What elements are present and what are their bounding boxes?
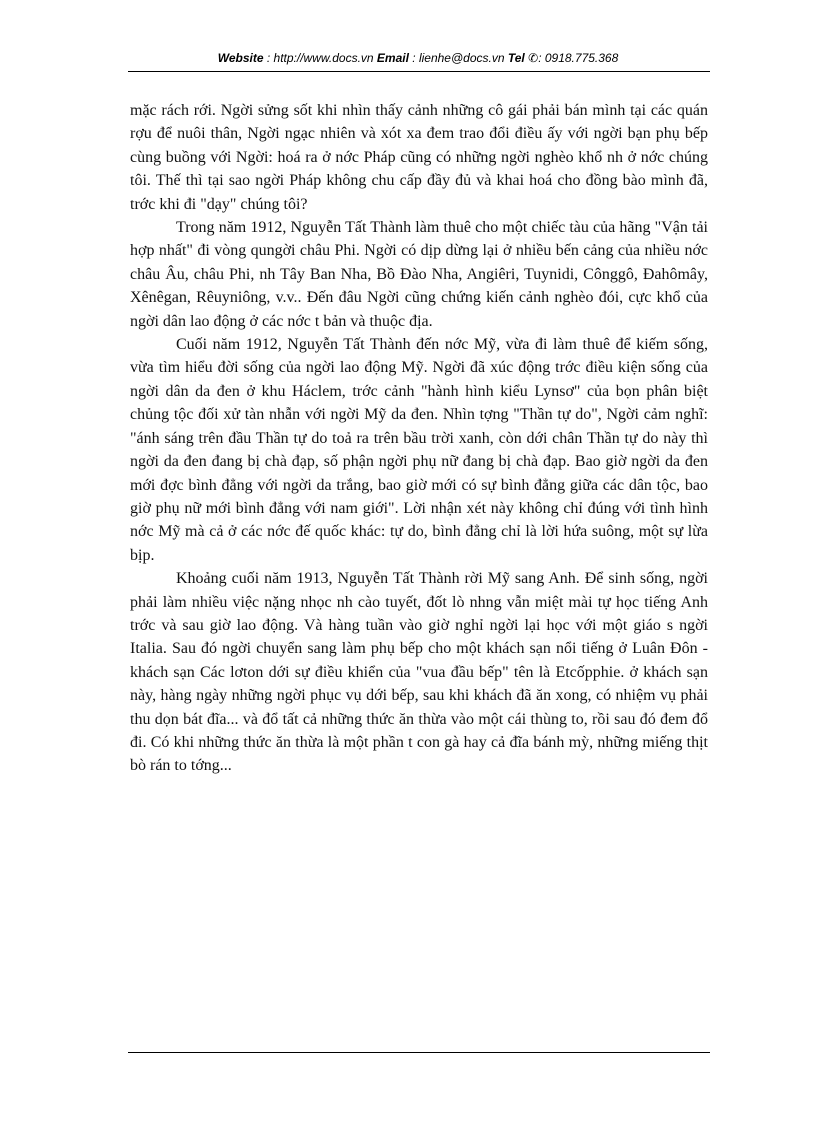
paragraph: Trong năm 1912, Nguyễn Tất Thành làm thuê cho một chiếc tàu của hãng "Vận tải hợp nhất" đi vòng qungời châu Phi. Ngời có dịp dừng lại ở nhiều bến cảng của nhiều nớc châu Âu, châu Phi, nh Tây Ban Nha, Bồ Đào Nha, Angiêri, Tuynidi, Cônggô, Đahômây, Xênêgan, Rêuyniông, v.v.. Đến đâu Ngời cũng chứng kiến cảnh nghèo đói, cực khổ của ngời dân lao động ở các nớc t bản và thuộc địa. (130, 219, 708, 330)
header-separator: : (408, 51, 419, 65)
phone-icon: ✆ (528, 51, 539, 65)
header-divider (128, 71, 710, 72)
email-label: Email (376, 51, 409, 65)
footer-divider (128, 1052, 710, 1053)
header-separator: : (538, 51, 545, 65)
paragraph: Cuối năm 1912, Nguyễn Tất Thành đến nớc Mỹ, vừa đi làm thuê để kiếm sống, vừa tìm hiểu đời sống của ngời lao động Mỹ. Ngời đã xúc động trớc điều kiện sống của ngời dân da đen ở khu Háclem, trớc cảnh "hành hình kiểu Lynsơ" của bọn phân biệt chủng tộc đối xử tàn nhẫn với ngời Mỹ da đen. Nhìn tợng "Thần tự do", Ngời cảm nghĩ: "ánh sáng trên đầu Thần tự do toả ra trên bầu trời xanh, còn dới chân Thần tự do này thì ngời da đen đang bị chà đạp, số phận ngời phụ nữ đang bị chà đạp. Bao giờ ngời da đen mới đợc bình đẳng với ngời da trắng, bao giờ mới có sự bình đẳng giữa các dân tộc, bao giờ phụ nữ mới bình đẳng với nam giới". Lời nhận xét này không chỉ đúng với tình hình nớc Mỹ mà cả ở các nớc đế quốc khác: tự do, bình đẳng chỉ là lời hứa suông, một sự lừa bịp. (130, 336, 708, 564)
tel-label: Tel (507, 51, 525, 65)
tel-value: 0918.775.368 (544, 51, 619, 65)
website-label: Website (217, 51, 264, 65)
page-header (128, 51, 708, 65)
paragraph: mặc rách rới. Ngời sửng sốt khi nhìn thấy cảnh những cô gái phải bán mình tại các quán rợu để nuôi thân, Ngời ngạc nhiên và xót xa đem trao đổi điều ấy với ngời bạn phụ bếp cùng buồng với Ngời: hoá ra ở nớc Pháp cũng có những ngời nghèo khổ nh ở nớc chúng tôi. Thế thì tại sao ngời Pháp không chu cấp đầy đủ và khai hoá cho đồng bào mình đã, trớc khi đi "dạy" chúng tôi? (130, 102, 708, 213)
header-separator: : (263, 51, 274, 65)
email-link[interactable]: lienhe@docs.vn (418, 51, 505, 65)
website-link[interactable]: http://www.docs.vn (273, 51, 374, 65)
document-body (130, 99, 708, 778)
paragraph: Khoảng cuối năm 1913, Nguyễn Tất Thành rời Mỹ sang Anh. Để sinh sống, ngời phải làm nhiều việc nặng nhọc nh cào tuyết, đốt lò nhng vẫn miệt mài tự học tiếng Anh trớc và sau giờ lao động. Và hàng tuần vào giờ nghỉ ngời lại học với một giáo s ngời Italia. Sau đó ngời chuyển sang làm phụ bếp cho một khách sạn nổi tiếng ở Luân Đôn - khách sạn Các lơton dới sự điều khiển của "vua đầu bếp" tên là Etcốpphie. ở khách sạn này, hàng ngày những ngời phục vụ dới bếp, sau khi khách đã ăn xong, có nhiệm vụ phải thu dọn bát đĩa... và đổ tất cả những thức ăn thừa vào một cái thùng to, rồi sau đó đem đổ đi. Có khi những thức ăn thừa là một phần t con gà hay cả đĩa bánh mỳ, những miếng thịt bò rán to tớng... (130, 570, 708, 775)
